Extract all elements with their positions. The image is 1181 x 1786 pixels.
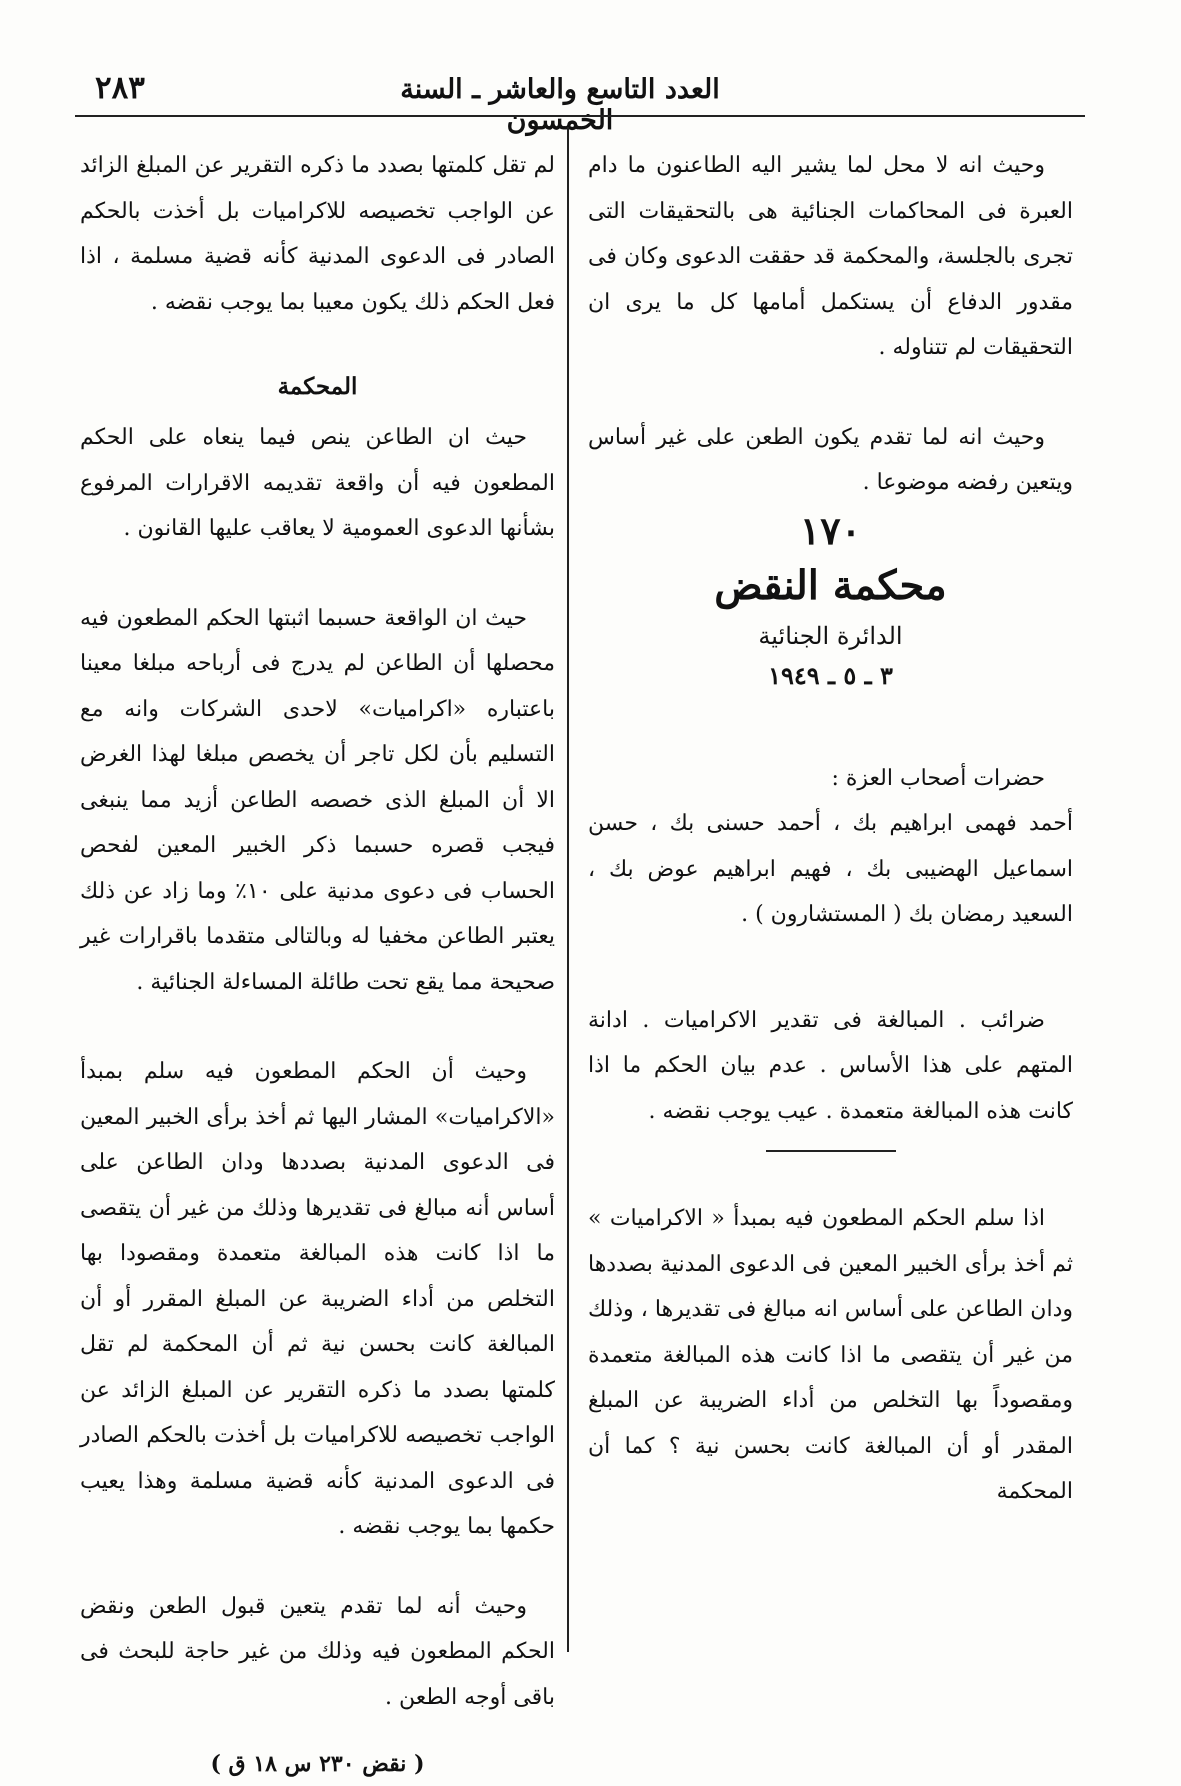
summary-rule	[766, 1150, 896, 1152]
running-head: العدد التاسع والعاشر ـ السنة الخمسون	[400, 74, 720, 136]
left-column	[80, 143, 555, 1786]
right-column	[588, 143, 1073, 1515]
page-number: ٢٨٣	[95, 70, 145, 106]
panel-label: حضرات أصحاب العزة :	[831, 765, 1045, 791]
left-continuation-paragraph: لم تقل كلمتها بصدد ما ذكره التقرير عن المبلغ الزائد عن الواجب تخصيصه للاكراميات بل أخذت بالحكم الصادر فى الدعوى المدنية كأنه قضية مسلمة ، اذا فعل الحكم ذلك يكون معيبا بما يوجب نقضه .	[80, 153, 555, 315]
column-divider	[567, 127, 569, 1652]
left-paragraph-c: وحيث أن الحكم المطعون فيه سلم بمبدأ «الاكراميات» المشار اليها ثم أخذ برأى الخبير المعين فى الدعوى المدنية بصددها ودان الطاعن على أساس أنه مبالغ فى تقديرها وذلك من غير أن يتقصى ما اذا كانت هذه المبالغة متعمدة ومقصودا بها التخلص من أداء الضريبة عن المبلغ المقرر أو أن المبالغة كانت بحسن نية ثم أن المحكمة لم تقل كلمتها بصدد ما ذكره التقرير عن المبلغ الزائد عن الواجب تخصيصه للاكراميات بل أخذت بالحكم الصادر فى الدعوى المدنية كأنه قضية مسلمة وهذا يعيب حكمها بما يوجب نقضه .	[80, 1059, 555, 1539]
court-name: محكمة النقض	[714, 561, 947, 609]
left-paragraph-b: حيث ان الواقعة حسبما اثبتها الحكم المطعون فيه محصلها أن الطاعن لم يدرج فى أرباحه مبلغا معينا باعتباره «اكراميات» لاحدى الشركات وانه مع التسليم بأن لكل تاجر أن يخصص مبلغا لهذا الغرض الا أن المبلغ الذى خصصه الطاعن أزيد مما ينبغى فيجب قصره حسبما ذكر الخبير المعين لفحص الحساب فى دعوى مدنية على ١٠٪ وما زاد عن ذلك يعتبر الطاعن مخفيا له وبالتالى متقدما باقرارات غير صحيحة مما يقع تحت طائلة المساءلة الجنائية .	[80, 605, 555, 995]
panel-members: أحمد فهمى ابراهيم بك ، أحمد حسنى بك ، حسن اسماعيل الهضيبى بك ، فهيم ابراهيم عوض بك ، السعيد رمضان بك ( المستشارون ) .	[588, 811, 1073, 927]
court-reasoning-heading: المحكمة	[277, 373, 358, 400]
header-rule	[75, 115, 1085, 117]
left-paragraph-d: وحيث أنه لما تقدم يتعين قبول الطعن ونقض الحكم المطعون فيه وذلك من غير حاجة للبحث فى باقى أوجه الطعن .	[80, 1593, 555, 1710]
summary-keywords: ضرائب . المبالغة فى تقدير الاكراميات . ادانة المتهم على هذا الأساس . عدم بيان الحكم ما اذا كانت هذه المبالغة متعمدة . عيب يوجب نقضه .	[588, 1007, 1073, 1124]
legal-principle: اذا سلم الحكم المطعون فيه بمبدأ « الاكراميات » ثم أخذ برأى الخبير المعين فى الدعوى المدنية بصددها ودان الطاعن على أساس انه مبالغ فى تقديرها ، وذلك من غير أن يتقصى ما اذا كانت هذه المبالغة متعمدة ومقصوداً بها التخلص من أداء الضريبة عن المبلغ المقدر أو أن المبالغة كانت بحسن نية ؟ كما أن المحكمة	[588, 1206, 1073, 1504]
right-paragraph-2: وحيث انه لما تقدم يكون الطعن على غير أساس ويتعين رفضه موضوعا .	[588, 424, 1073, 495]
case-number: ١٧٠	[799, 507, 862, 553]
case-citation: ( نقض ٢٣٠ س ١٨ ق )	[210, 1751, 425, 1777]
right-paragraph-1: وحيث انه لا محل لما يشير اليه الطاعنون ما دام العبرة فى المحاكمات الجنائية هى بالتحقيقات التى تجرى بالجلسة، والمحكمة قد حققت الدعوى وكان فى مقدور الدفاع أن يستكمل أمامها كل ما يرى ان التحقيقات لم تتناوله .	[588, 153, 1073, 360]
left-paragraph-a: حيث ان الطاعن ينص فيما ينعاه على الحكم المطعون فيه أن واقعة تقديمه الاقرارات المرفوع بشأنها الدعوى العمومية لا يعاقب عليها القانون .	[80, 425, 555, 541]
chamber-name: الدائرة الجنائية	[758, 621, 903, 650]
judgment-date: ٣ ـ ٥ ـ ١٩٤٩	[768, 660, 893, 690]
